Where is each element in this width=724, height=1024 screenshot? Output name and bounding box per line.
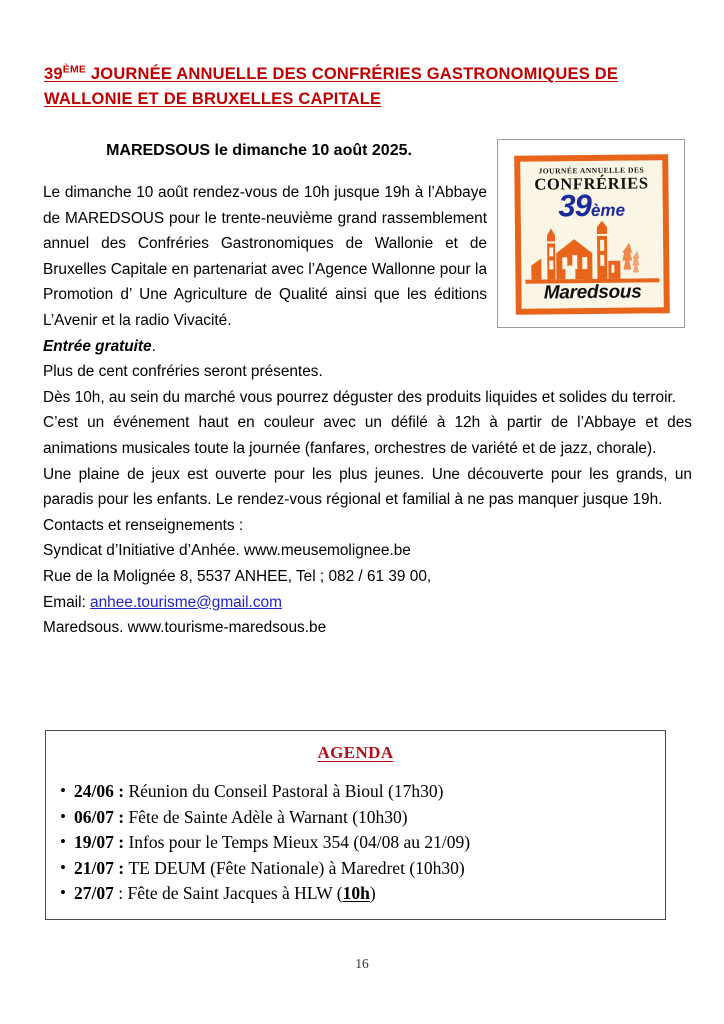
agenda-item-text: Fête de Sainte Adèle à Warnant (10h30) <box>128 806 408 827</box>
page-title <box>44 62 692 112</box>
paragraph-playground: Une plaine de jeux est ouverte pour les plus jeunes. Une découverte pour les grands, un paradis pour les enfants. Le rendez-vous régional et familial à ne pas manquer jusque 19h. <box>43 465 692 509</box>
agenda-item-highlight: 10h <box>342 883 370 903</box>
paragraph-syndicat: Syndicat d’Initiative d’Anhée. www.meusemolignee.be <box>43 542 411 560</box>
paragraph-contacts-label: Contacts et renseignements : <box>43 516 244 534</box>
bullet-icon: • <box>60 883 66 902</box>
poster-edition-ordinal: ème <box>590 200 626 221</box>
agenda-item-date: 06/07 <box>74 806 114 827</box>
bullet-icon: • <box>60 857 66 877</box>
paragraph-maredsous-website: Maredsous. www.tourisme-maredsous.be <box>43 619 327 637</box>
list-item <box>46 830 665 856</box>
bullet-icon: • <box>60 781 66 800</box>
email-label: Email: <box>43 593 91 611</box>
page-title-ordinal-suffix: ÈME <box>62 63 87 76</box>
article-body <box>43 180 692 641</box>
agenda-item-text: Fête de Saint Jacques à HLW ( <box>127 883 343 903</box>
paragraph-intro: Le dimanche 10 août rendez-vous de 10h jusque 19h à l’Abbaye de MAREDSOUS pour le trente-neuvième grand rassemblement annuel des Confréries Gastronomiques de Wallonie et de Bruxelles Capitale en partenariat avec l’Agence Wallonne pour la Promotion d’ Une Agriculture de Qualité ainsi que les éditions L’Avenir et la radio Vivacité. <box>43 184 487 329</box>
page-title-number: 39 <box>44 65 63 83</box>
agenda-item-separator: : <box>113 806 129 827</box>
list-item <box>46 779 665 805</box>
list-item <box>46 881 665 907</box>
page-title-line-1-rest: JOURNÉE ANNUELLE DES CONFRÉRIES GASTRONOMIQUES DE <box>86 65 619 83</box>
agenda-item-date: 19/07 <box>74 832 114 852</box>
agenda-item-date: 24/06 <box>74 781 114 801</box>
agenda-item-separator: : <box>113 781 129 801</box>
agenda-item-tail: ) <box>369 883 376 903</box>
free-entry-emphasis: Entrée gratuite <box>43 337 152 355</box>
paragraph-email <box>43 590 692 616</box>
paragraph-free-entry <box>43 334 692 360</box>
agenda-item-text: Réunion du Conseil Pastoral à Bioul (17h30) <box>128 781 444 801</box>
page-number: 16 <box>355 956 369 971</box>
agenda-item-date: 21/07 <box>74 857 114 878</box>
email-link[interactable]: anhee.tourisme@gmail.com <box>90 593 282 611</box>
poster-maredsous-label: Maredsous <box>543 281 642 304</box>
free-entry-period: . <box>151 337 156 355</box>
page-title-line-1 <box>44 62 692 87</box>
agenda-list <box>46 779 665 907</box>
event-subtitle: MAREDSOUS le dimanche 10 août 2025. <box>106 142 412 159</box>
bullet-icon: • <box>60 806 66 826</box>
poster-tagline: JOURNÉE ANNUELLE DES <box>538 165 645 176</box>
paragraph-address: Rue de la Molignée 8, 5537 ANHEE, Tel ; 082 / 61 39 00, <box>43 567 432 585</box>
agenda-item-separator: : <box>113 832 129 852</box>
agenda-title: AGENDA <box>317 743 394 762</box>
paragraph-hundred-brotherhoods: Plus de cent confréries seront présentes. <box>43 363 323 381</box>
agenda-item-text: Infos pour le Temps Mieux 354 (04/08 au 21/09) <box>128 832 471 852</box>
paragraph-event: C’est un événement haut en couleur avec un défilé à 12h à partir de l’Abbaye et des animations musicales toute la journée (fanfares, orchestres de variété et de jazz, chorale). <box>43 414 692 457</box>
agenda-box <box>45 730 666 920</box>
list-item <box>46 856 665 882</box>
agenda-item-text: TE DEUM (Fête Nationale) à Maredret (10h30) <box>128 857 465 878</box>
paragraph-market: Dès 10h, au sein du marché vous pourrez déguster des produits liquides et solides du terroir. <box>43 388 677 406</box>
list-item <box>46 805 665 831</box>
bullet-icon: • <box>60 832 66 851</box>
poster-edition-digits: 39 <box>558 188 592 224</box>
agenda-item-separator: : <box>113 883 128 903</box>
poster-confreries-label: CONFRÉRIES <box>534 173 649 194</box>
page-title-line-2: WALLONIE ET DE BRUXELLES CAPITALE <box>44 90 382 108</box>
agenda-item-separator: : <box>113 857 129 878</box>
agenda-item-date: 27/07 <box>74 883 114 903</box>
